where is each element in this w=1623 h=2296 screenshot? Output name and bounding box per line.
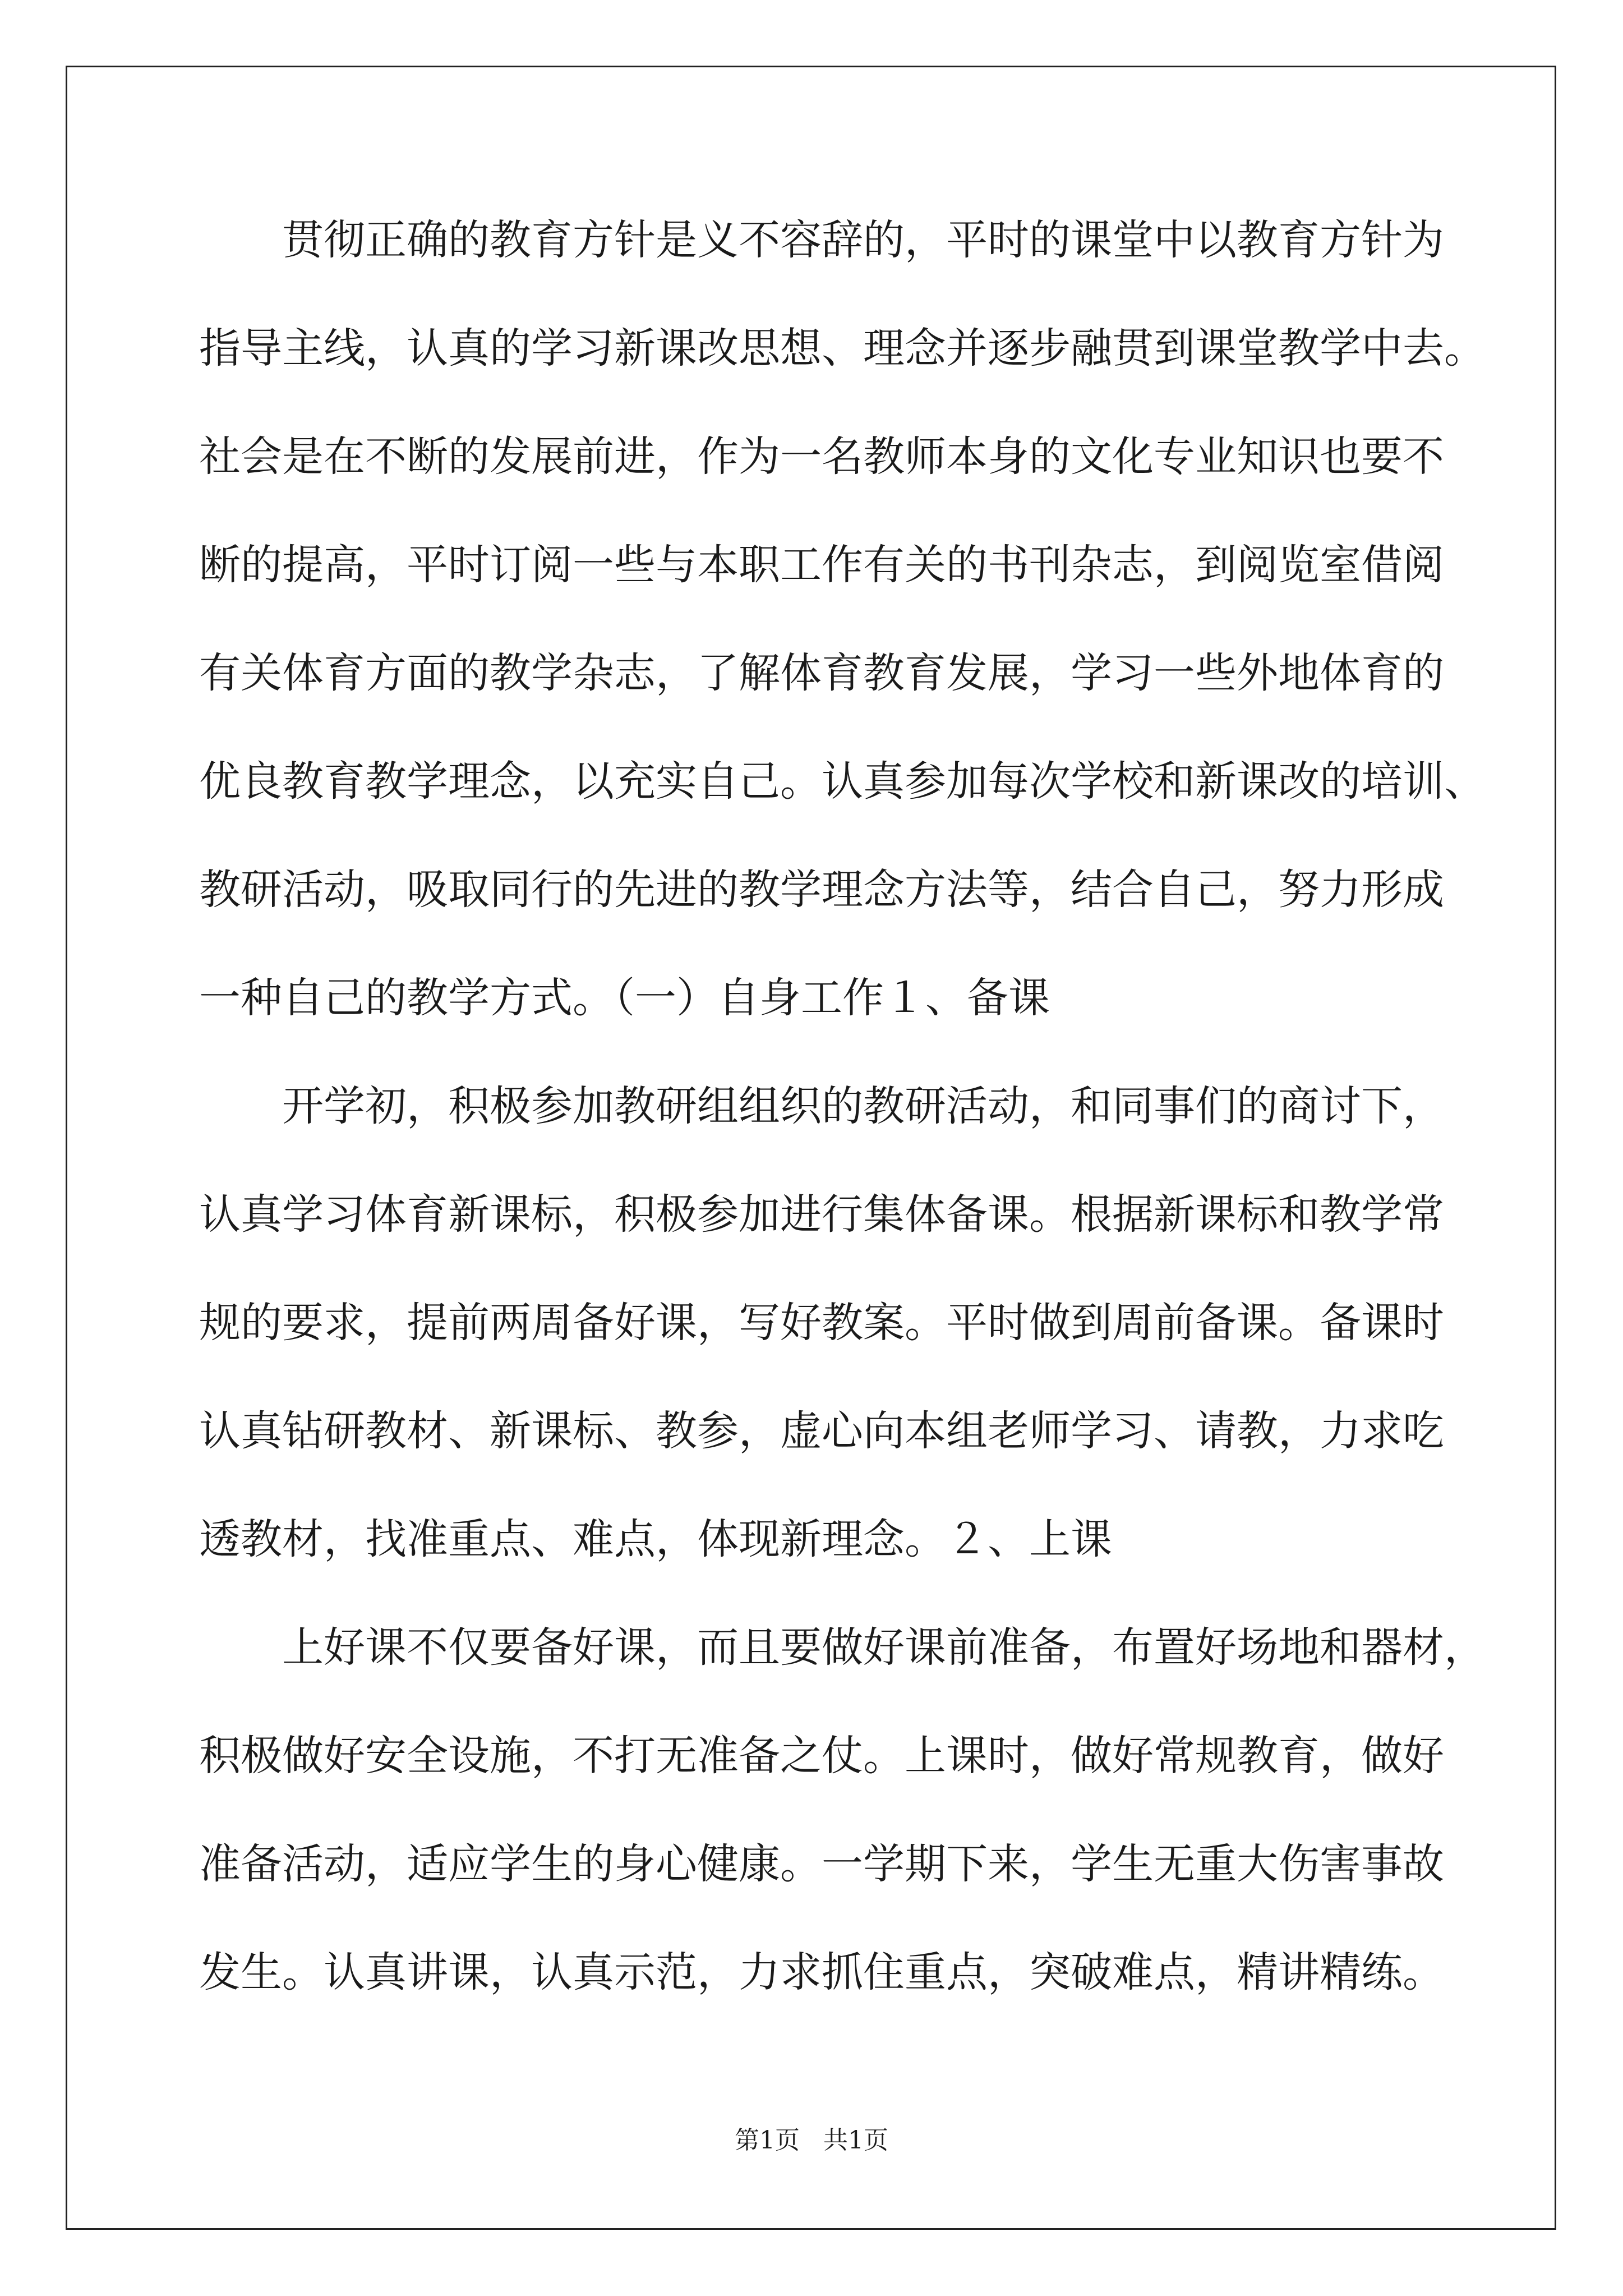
text-line: 透教材，找准重点、难点，体现新理念。２、上课 — [199, 1515, 1112, 1563]
text-line: 有关体育方面的教学杂志，了解体育教育发展，学习一些外地体育的 — [199, 649, 1444, 697]
text-line: 社会是在不断的发展前进，作为一名教师本身的文化专业知识也要不 — [199, 432, 1444, 481]
text-line: 一种自己的教学方式。（一）自身工作１、备课 — [199, 974, 1050, 1022]
text-line: 规的要求，提前两周备好课，写好教案。平时做到周前备课。备课时 — [199, 1299, 1444, 1347]
text-line: 指导主线，认真的学习新课改思想、理念并逐步融贯到课堂教学中去。 — [199, 324, 1486, 372]
text-line: 上好课不仅要备好课，而且要做好课前准备，布置好场地和器材， — [282, 1623, 1486, 1672]
text-line: 开学初，积极参加教研组组织的教研活动，和同事们的商讨下， — [282, 1082, 1444, 1130]
text-line: 优良教育教学理念，以充实自己。认真参加每次学校和新课改的培训、 — [199, 757, 1486, 806]
text-line: 贯彻正确的教育方针是义不容辞的，平时的课堂中以教育方针为 — [282, 216, 1444, 264]
page-border — [66, 66, 1556, 2230]
text-line: 断的提高，平时订阅一些与本职工作有关的书刊杂志，到阅览室借阅 — [199, 541, 1444, 589]
page-total: 共1页 — [823, 2126, 888, 2155]
text-line: 认真钻研教材、新课标、教参，虚心向本组老师学习、请教，力求吃 — [199, 1407, 1444, 1455]
page-number: 第1页 — [735, 2126, 800, 2155]
text-line: 发生。认真讲课，认真示范，力求抓住重点，突破难点，精讲精练。 — [199, 1948, 1444, 1996]
text-line: 教研活动，吸取同行的先进的教学理念方法等，结合自己，努力形成 — [199, 866, 1444, 914]
text-line: 认真学习体育新课标，积极参加进行集体备课。根据新课标和教学常 — [199, 1190, 1444, 1239]
page-footer — [0, 2124, 1623, 2157]
text-line: 积极做好安全设施，不打无准备之仗。上课时，做好常规教育，做好 — [199, 1732, 1444, 1780]
text-line: 准备活动，适应学生的身心健康。一学期下来，学生无重大伤害事故 — [199, 1840, 1444, 1888]
